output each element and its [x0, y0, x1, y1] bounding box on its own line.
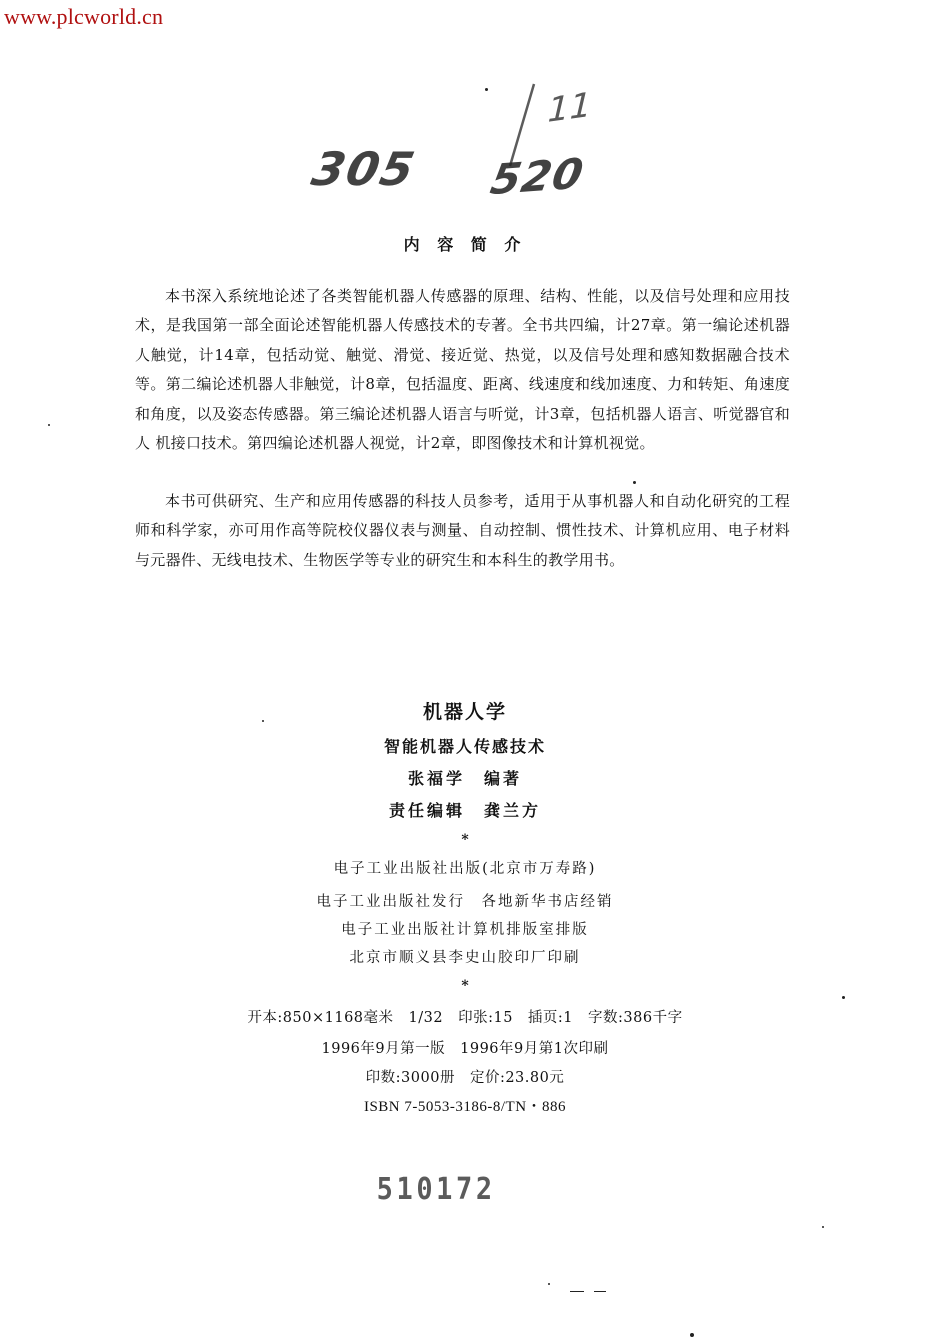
- handwritten-mark-right: 520: [486, 148, 588, 205]
- book-title: 机器人学: [422, 701, 507, 723]
- publisher-line: 电子工业出版社出版(北京市万寿路): [333, 861, 597, 877]
- handwritten-mark-top: 11: [546, 85, 593, 131]
- intro-heading: 内 容 简 介: [403, 235, 527, 254]
- isbn-line: ISBN 7-5053-3186-8/TN・886: [363, 1099, 567, 1115]
- scan-speck: [594, 1291, 606, 1292]
- editor-line: 责任编辑 龚兰方: [388, 801, 541, 820]
- scan-speck: [485, 88, 488, 91]
- format-specs-line: 开本:850×1168毫米 1/32 印张:15 插页:1 字数:386千字: [247, 1010, 683, 1026]
- intro-paragraph: 本书可供研究、生产和应用传感器的科技人员参考，适用于从事机器人和自动化研究的工程师和科学家，亦可用作高等院校仪器仪表与测量、自动控制、惯性技术、计算机应用、电子材料与元器件、无线电技术、生物医学等专业的研究生和本科生的教学用书。: [135, 492, 790, 569]
- publisher-line: 电子工业出版社发行 各地新华书店经销: [316, 894, 614, 910]
- intro-paragraph: 本书深入系统地论述了各类智能机器人传感器的原理、结构、性能，以及信号处理和应用技术，是我国第一部全面论述智能机器人传感技术的专著。全书共四编，计27章。第一编论述机器人触觉，计14章，包括动觉、触觉、滑觉、接近觉、热觉，以及信号处理和感知数据融合技术等。第二编论述机器人非触觉，计8章，包括温度、距离、线速度和线加速度、力和转矩、角速度和角度，以及姿态传感器。第三编论述机器人语言与听觉，计3章，包括机器人语言、听觉器官和人 机接口技术。第四编论述机器人视觉，计2章，即图像技术和计算机视觉。: [135, 287, 790, 453]
- publisher-line: 北京市顺义县李史山胶印厂印刷: [349, 950, 581, 966]
- scan-speck: [633, 481, 636, 484]
- edition-line: 1996年9月第一版 1996年9月第1次印刷: [321, 1041, 609, 1057]
- book-subtitle: 智能机器人传感技术: [383, 737, 546, 756]
- print-run-price-line: 印数:3000册 定价:23.80元: [365, 1070, 565, 1086]
- scan-speck: [690, 1333, 694, 1337]
- scan-speck: [48, 424, 50, 426]
- separator-mark: *: [461, 978, 469, 994]
- scan-speck: [822, 1226, 824, 1228]
- library-stamp-number: 510172: [376, 1172, 496, 1207]
- separator-mark: *: [461, 832, 469, 848]
- publisher-line: 电子工业出版社计算机排版室排版: [341, 922, 589, 938]
- scan-speck: [548, 1283, 550, 1285]
- handwritten-mark-left: 305: [307, 142, 421, 196]
- site-watermark: www.plcworld.cn: [4, 4, 164, 29]
- scan-speck: [570, 1291, 584, 1292]
- scan-speck: [842, 996, 845, 999]
- scan-speck: [262, 720, 264, 722]
- author-line: 张福学 编著: [407, 769, 522, 788]
